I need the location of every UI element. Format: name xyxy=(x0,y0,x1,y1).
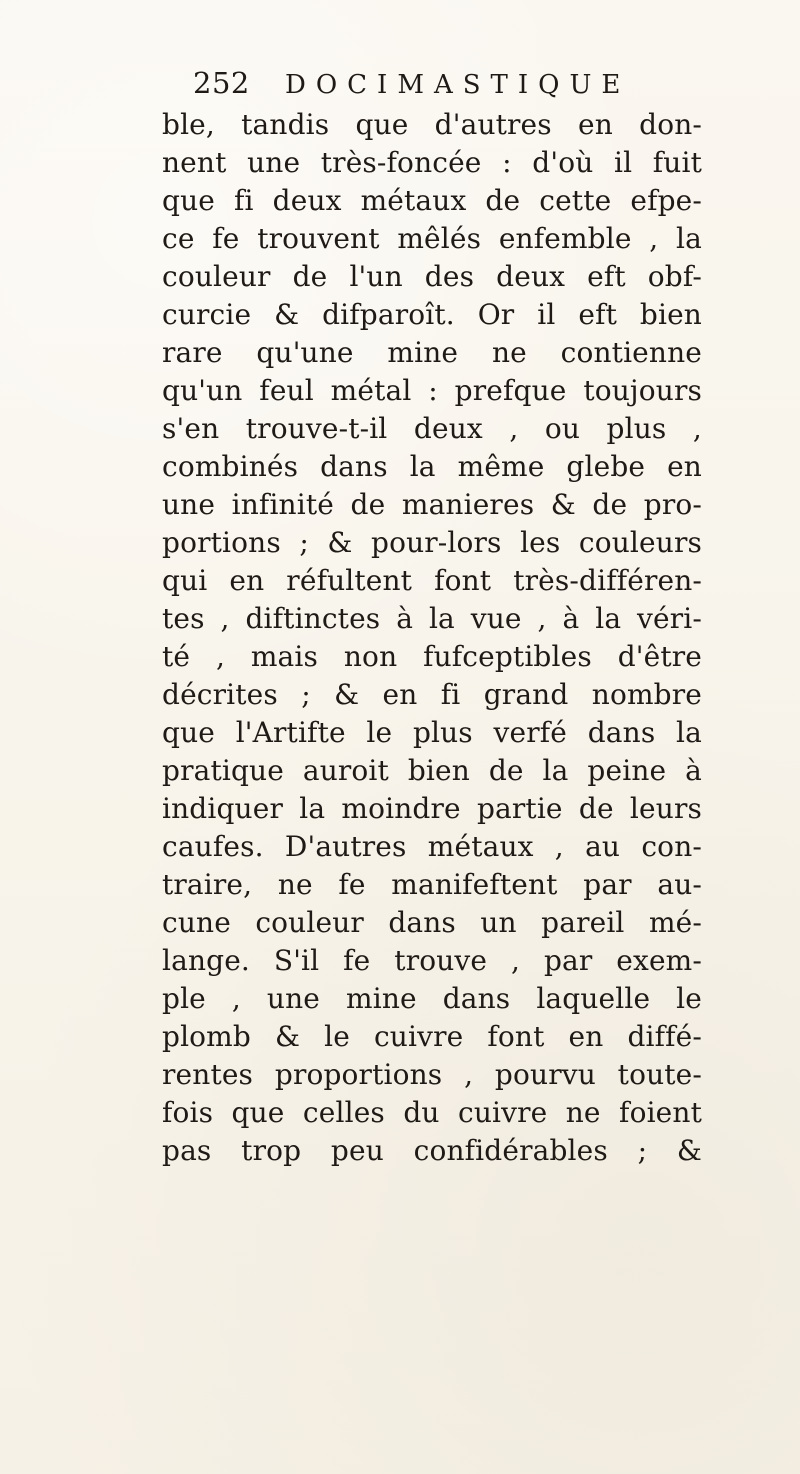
text-line: curcie & difparoît. Or il eft bien xyxy=(162,298,702,331)
running-title: DOCIMASTIQUE xyxy=(285,70,631,100)
text-line: plomb & le cuivre font en diffé- xyxy=(162,1020,702,1053)
text-line: té , mais non fufceptibles d'être xyxy=(162,640,702,673)
text-line: indiquer la moindre partie de leurs xyxy=(162,792,702,825)
text-line: traire, ne fe manifeftent par au- xyxy=(162,868,702,901)
text-line: rare qu'une mine ne contienne xyxy=(162,336,702,369)
text-line: ble, tandis que d'autres en don- xyxy=(162,108,702,141)
text-line: lange. S'il fe trouve , par exem- xyxy=(162,944,702,977)
text-line: ple , une mine dans laquelle le xyxy=(162,982,702,1015)
text-line: ce fe trouvent mêlés enfemble , la xyxy=(162,222,702,255)
text-line: décrites ; & en fi grand nombre xyxy=(162,678,702,711)
text-line: s'en trouve-t-il deux , ou plus , xyxy=(162,412,702,445)
text-line: rentes proportions , pourvu toute- xyxy=(162,1058,702,1091)
text-line: fois que celles du cuivre ne foient xyxy=(162,1096,702,1129)
text-line: que l'Artifte le plus verfé dans la xyxy=(162,716,702,749)
text-line: qui en réfultent font très-différen- xyxy=(162,564,702,597)
page-number: 252 xyxy=(193,66,250,100)
text-line: nent une très-foncée : d'où il fuit xyxy=(162,146,702,179)
text-line: pas trop peu confidérables ; & xyxy=(162,1134,702,1167)
text-line: pratique auroit bien de la peine à xyxy=(162,754,702,787)
text-line: cune couleur dans un pareil mé- xyxy=(162,906,702,939)
text-line: que fi deux métaux de cette efpe- xyxy=(162,184,702,217)
text-line: caufes. D'autres métaux , au con- xyxy=(162,830,702,863)
text-line: combinés dans la même glebe en xyxy=(162,450,702,483)
text-line: une infinité de manieres & de pro- xyxy=(162,488,702,521)
text-line: couleur de l'un des deux eft obf- xyxy=(162,260,702,293)
text-line: tes , diftinctes à la vue , à la véri- xyxy=(162,602,702,635)
text-line: portions ; & pour-lors les couleurs xyxy=(162,526,702,559)
text-line: qu'un feul métal : prefque toujours xyxy=(162,374,702,407)
